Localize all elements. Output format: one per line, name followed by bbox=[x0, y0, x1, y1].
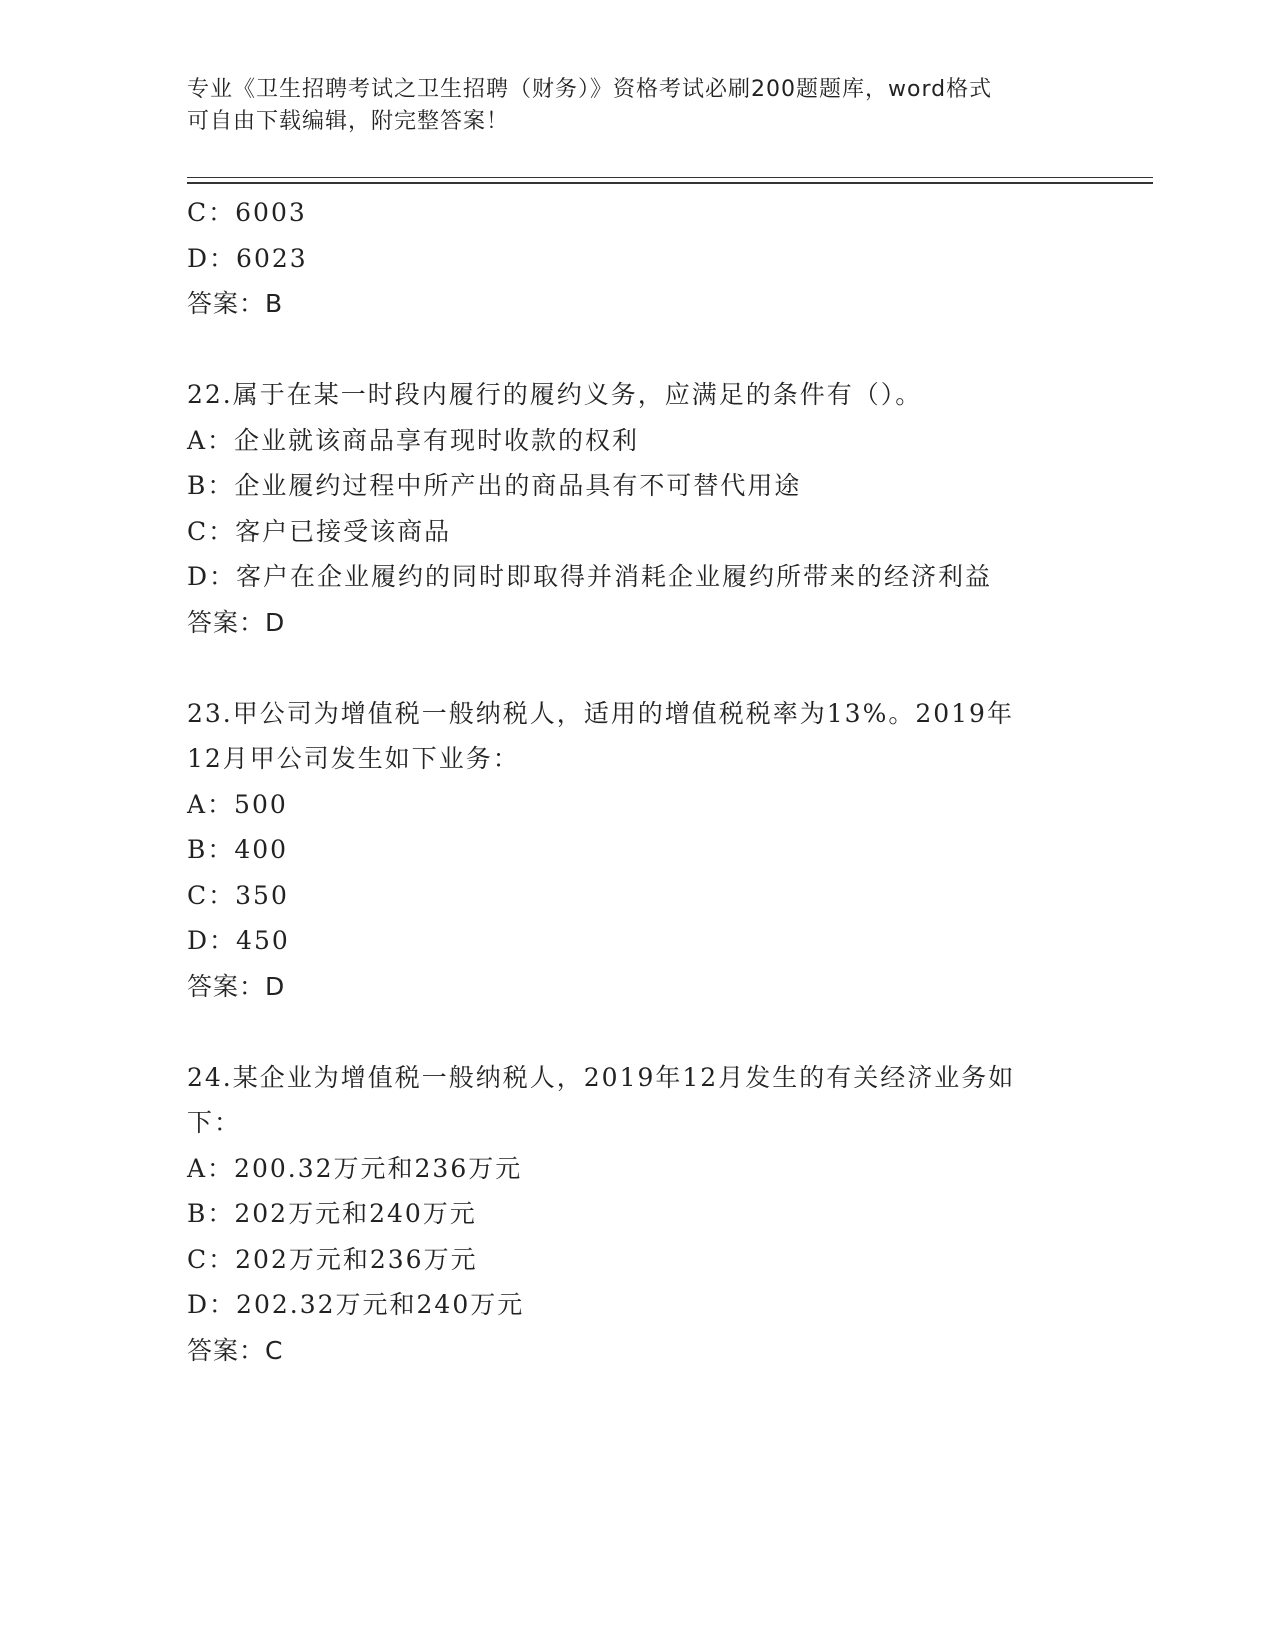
question-23 bbox=[187, 691, 1087, 1010]
document-header bbox=[187, 74, 1067, 138]
spacer bbox=[187, 327, 1087, 373]
option-line: A：500 bbox=[187, 789, 288, 819]
header-line-2: 可自由下载编辑，附完整答案！ bbox=[187, 109, 510, 134]
option-line: D：客户在企业履约的同时即取得并消耗企业履约所带来的经济利益 bbox=[187, 562, 993, 591]
header-divider-thin bbox=[187, 177, 1153, 178]
header-line-1: 专业《卫生招聘考试之卫生招聘（财务）》资格考试必刷200题题库，word格式 bbox=[187, 77, 993, 102]
option-line: C：202万元和236万元 bbox=[187, 1244, 478, 1274]
option-line: A：200.32万元和236万元 bbox=[187, 1153, 523, 1183]
option-line: D：6023 bbox=[187, 243, 308, 273]
answer-line: 答案：B bbox=[187, 289, 284, 318]
answer-line: 答案：C bbox=[187, 1335, 284, 1365]
option-line: C：6003 bbox=[187, 198, 307, 227]
question-stem: 22.属于在某一时段内履行的履约义务，应满足的条件有（）。 bbox=[187, 380, 923, 409]
option-line: B：企业履约过程中所产出的商品具有不可替代用途 bbox=[187, 471, 802, 500]
option-line: D：202.32万元和240万元 bbox=[187, 1290, 525, 1319]
question-stem: 23.甲公司为增值税一般纳税人，适用的增值税税率为13%。2019年 bbox=[187, 698, 1014, 728]
question-24 bbox=[187, 1055, 1087, 1374]
option-line: B：400 bbox=[187, 835, 289, 864]
answer-line: 答案：D bbox=[187, 971, 286, 1001]
question-stem: 24.某企业为增值税一般纳税人，2019年12月发生的有关经济业务如 bbox=[187, 1062, 1016, 1092]
question-stem: 12月甲公司发生如下业务： bbox=[187, 744, 520, 773]
question-stem: 下： bbox=[187, 1108, 242, 1137]
option-line: B：202万元和240万元 bbox=[187, 1199, 477, 1228]
option-line: A：企业就该商品享有现时收款的权利 bbox=[187, 425, 640, 455]
option-line: D：450 bbox=[187, 926, 290, 955]
question-content bbox=[187, 190, 1087, 1373]
answer-line: 答案：D bbox=[187, 607, 286, 637]
header-divider-thick bbox=[187, 182, 1153, 184]
spacer bbox=[187, 645, 1087, 691]
spacer bbox=[187, 1009, 1087, 1055]
question-22 bbox=[187, 372, 1087, 645]
option-line: C：客户已接受该商品 bbox=[187, 516, 452, 546]
option-line: C：350 bbox=[187, 880, 289, 910]
carryover-block bbox=[187, 190, 1087, 327]
